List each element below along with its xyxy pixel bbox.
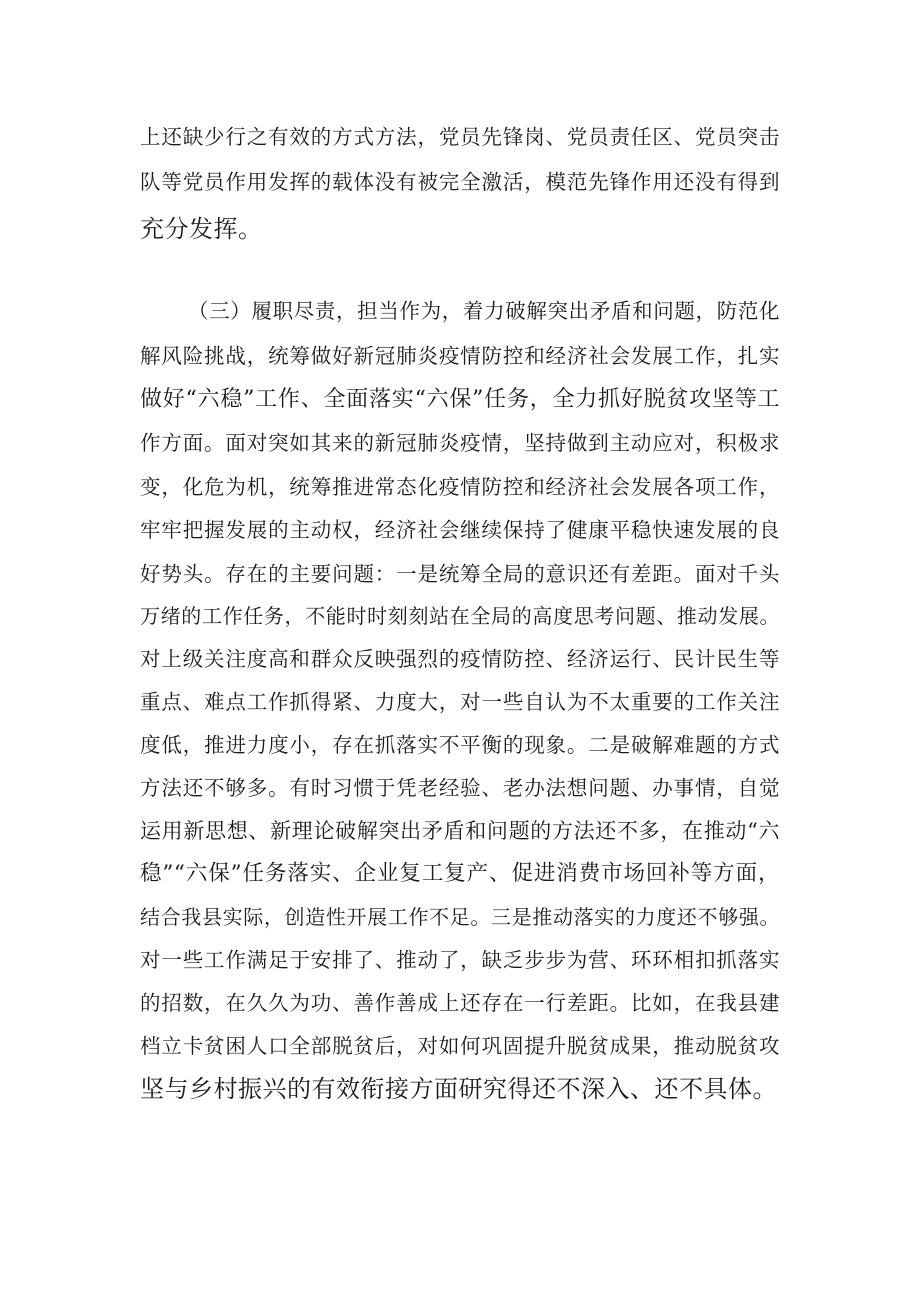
paragraph-2-line-3: 做好“六稳”工作、全面落实“六保”任务，全力抓好脱贫攻坚等工: [140, 387, 780, 412]
paragraph-2-line-13: 运用新思想、新理论破解突出矛盾和问题的方法还不多，在推动“六: [140, 819, 780, 843]
paragraph-2-line-8: 万绪的工作任务，不能时时刻刻站在全局的高度思考问题、推动发展。: [140, 604, 780, 628]
paragraph-2-line-10: 重点、难点工作抓得紧、力度大，对一些自认为不太重要的工作关注: [140, 690, 780, 714]
paragraph-2-line-6: 牢牢把握发展的主动权，经济社会继续保持了健康平稳快速发展的良: [140, 518, 780, 542]
paragraph-1-line-2: 队等党员作用发挥的载体没有被完全激活，模范先锋作用还没有得到: [140, 170, 780, 194]
paragraph-1-line-1: 上还缺少行之有效的方式方法，党员先锋岗、党员责任区、党员突击: [140, 125, 780, 149]
paragraph-2-line-18: 档立卡贫困人口全部脱贫后，对如何巩固提升脱贫成果，推动脱贫攻: [140, 1034, 780, 1058]
paragraph-2-line-17: 的招数，在久久为功、善作善成上还存在一行差距。比如，在我县建: [140, 991, 780, 1015]
paragraph-2-line-2: 解风险挑战，统筹做好新冠肺炎疫情防控和经济社会发展工作，扎实: [140, 344, 780, 368]
paragraph-2-line-19: 坚与乡村振兴的有效衔接方面研究得还不深入、还不具体。: [140, 1075, 777, 1103]
paragraph-2-line-9: 对上级关注度高和群众反映强烈的疫情防控、经济运行、民计民生等: [140, 647, 780, 671]
paragraph-2-line-1: （三）履职尽责，担当作为，着力破解突出矛盾和问题，防范化: [188, 299, 780, 323]
paragraph-2-line-5: 变，化危为机，统筹推进常态化疫情防控和经济社会发展各项工作，: [140, 475, 780, 499]
paragraph-2-line-4: 作方面。面对突如其来的新冠肺炎疫情，坚持做到主动应对，积极求: [140, 431, 780, 455]
paragraph-2-line-15: 结合我县实际，创造性开展工作不足。三是推动落实的力度还不够强。: [140, 905, 780, 929]
paragraph-2-line-16: 对一些工作满足于安排了、推动了，缺乏步步为营、环环相扣抓落实: [140, 948, 780, 972]
paragraph-2-line-11: 度低，推进力度小，存在抓落实不平衡的现象。二是破解难题的方式: [140, 733, 780, 757]
paragraph-2-line-12: 方法还不够多。有时习惯于凭老经验、老办法想问题、办事情，自觉: [140, 776, 780, 800]
paragraph-1-line-3: 充分发挥。: [140, 215, 263, 243]
paragraph-2-line-14: 稳”“六保”任务落实、企业复工复产、促进消费市场回补等方面，: [140, 861, 780, 886]
paragraph-2-line-7: 好势头。存在的主要问题：一是统筹全局的意识还有差距。面对千头: [140, 562, 780, 586]
